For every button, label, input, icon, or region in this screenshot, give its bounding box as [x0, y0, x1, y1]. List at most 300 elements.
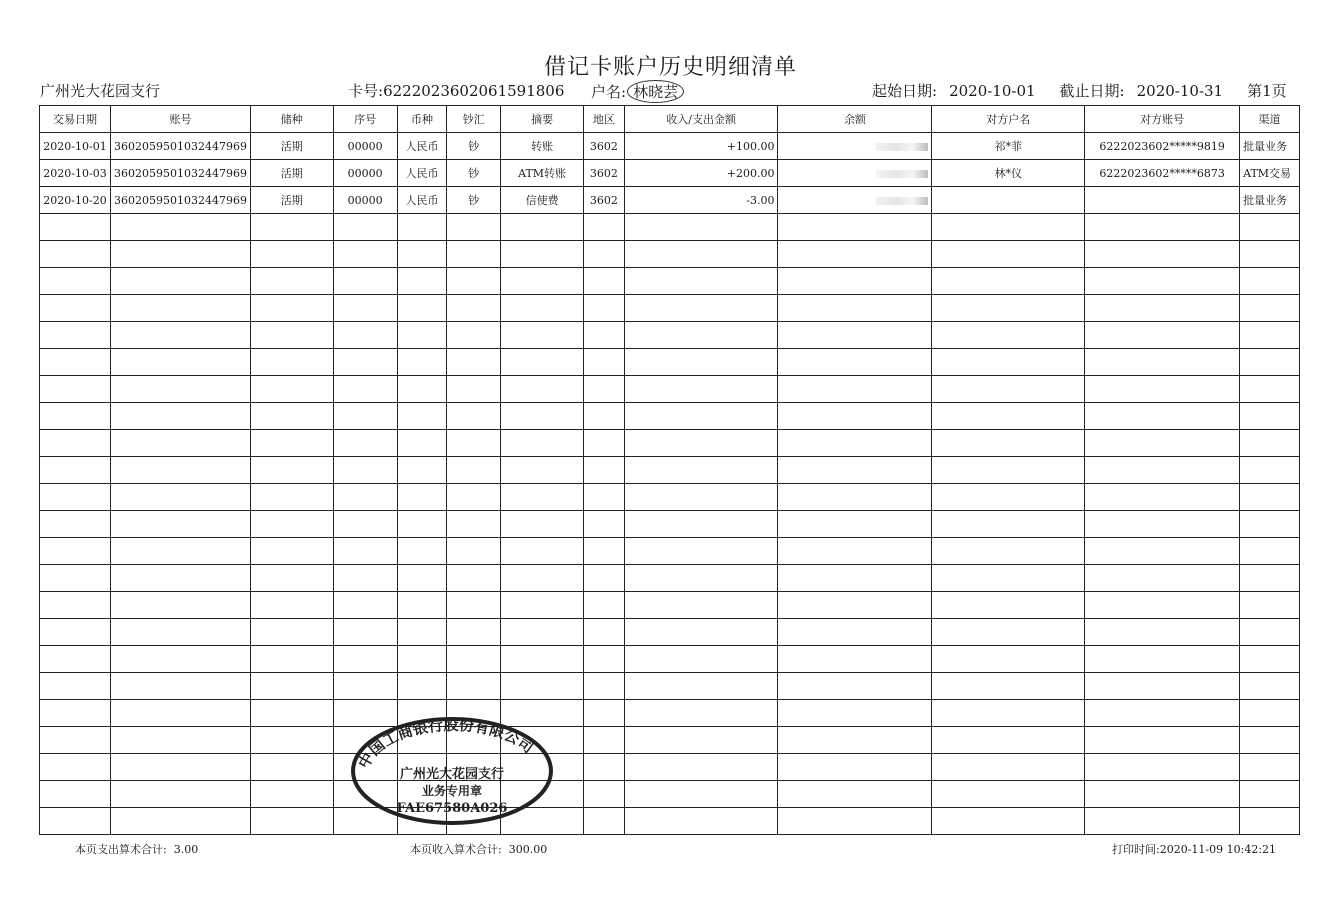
empty-cell	[1085, 538, 1240, 565]
empty-cell	[624, 241, 778, 268]
empty-cell	[40, 295, 111, 322]
table-cell: 批量业务	[1240, 133, 1300, 160]
expense-total-line	[75, 841, 198, 857]
empty-cell	[40, 511, 111, 538]
empty-cell	[110, 295, 250, 322]
empty-cell	[40, 241, 111, 268]
empty-cell	[1085, 700, 1240, 727]
account-name: 林晓芸	[627, 80, 684, 103]
empty-cell	[333, 673, 397, 700]
empty-cell	[250, 457, 333, 484]
col-header: 对方户名	[932, 106, 1085, 133]
empty-cell	[778, 376, 932, 403]
name-label: 户名:	[591, 83, 627, 101]
empty-cell	[584, 727, 625, 754]
empty-cell	[584, 511, 625, 538]
empty-cell	[1240, 619, 1300, 646]
empty-cell	[584, 403, 625, 430]
table-cell	[778, 133, 932, 160]
empty-cell	[40, 700, 111, 727]
empty-cell	[333, 322, 397, 349]
empty-cell	[778, 646, 932, 673]
empty-cell	[932, 727, 1085, 754]
empty-cell	[447, 646, 501, 673]
empty-cell	[584, 538, 625, 565]
empty-cell	[624, 808, 778, 835]
empty-cell	[501, 673, 584, 700]
col-header: 交易日期	[40, 106, 111, 133]
empty-row	[40, 781, 1300, 808]
empty-cell	[447, 619, 501, 646]
empty-cell	[1240, 646, 1300, 673]
empty-cell	[624, 538, 778, 565]
empty-cell	[501, 322, 584, 349]
table-cell: 2020-10-03	[40, 160, 111, 187]
empty-cell	[501, 376, 584, 403]
empty-cell	[624, 727, 778, 754]
empty-cell	[1085, 403, 1240, 430]
empty-cell	[250, 700, 333, 727]
empty-cell	[250, 565, 333, 592]
empty-cell	[1085, 322, 1240, 349]
print-time: 2020-11-09 10:42:21	[1159, 843, 1277, 856]
empty-cell	[447, 241, 501, 268]
col-header: 账号	[110, 106, 250, 133]
page-number: 第1页	[1247, 82, 1287, 100]
empty-cell	[932, 295, 1085, 322]
empty-cell	[397, 430, 447, 457]
empty-cell	[932, 484, 1085, 511]
empty-row	[40, 808, 1300, 835]
empty-cell	[932, 808, 1085, 835]
empty-cell	[932, 538, 1085, 565]
branch-name: 广州光大花园支行	[40, 82, 161, 100]
empty-cell	[932, 592, 1085, 619]
empty-cell	[584, 484, 625, 511]
empty-cell	[501, 430, 584, 457]
empty-cell	[778, 673, 932, 700]
empty-cell	[624, 619, 778, 646]
empty-cell	[110, 754, 250, 781]
empty-cell	[778, 808, 932, 835]
empty-cell	[584, 700, 625, 727]
empty-row	[40, 484, 1300, 511]
table-cell: 人民币	[397, 133, 447, 160]
income-total-line	[410, 841, 547, 857]
empty-cell	[932, 376, 1085, 403]
empty-cell	[501, 511, 584, 538]
empty-cell	[447, 484, 501, 511]
empty-row	[40, 322, 1300, 349]
empty-row	[40, 241, 1300, 268]
empty-cell	[110, 403, 250, 430]
empty-cell	[333, 457, 397, 484]
empty-cell	[501, 592, 584, 619]
empty-cell	[397, 241, 447, 268]
col-header: 地区	[584, 106, 625, 133]
card-label: 卡号:	[348, 82, 384, 100]
seal-purpose-line: 业务专用章	[421, 784, 483, 798]
empty-cell	[624, 565, 778, 592]
empty-cell	[624, 511, 778, 538]
empty-cell	[932, 349, 1085, 376]
empty-cell	[1085, 268, 1240, 295]
print-label: 打印时间:	[1112, 843, 1160, 856]
empty-cell	[40, 727, 111, 754]
empty-row	[40, 727, 1300, 754]
empty-cell	[624, 349, 778, 376]
empty-row	[40, 565, 1300, 592]
table-cell: 00000	[333, 187, 397, 214]
table-cell	[1085, 187, 1240, 214]
empty-row	[40, 430, 1300, 457]
empty-cell	[584, 430, 625, 457]
empty-cell	[932, 241, 1085, 268]
empty-cell	[778, 457, 932, 484]
empty-cell	[501, 457, 584, 484]
print-time-line	[1112, 841, 1276, 857]
empty-cell	[110, 268, 250, 295]
empty-cell	[250, 619, 333, 646]
empty-cell	[110, 592, 250, 619]
empty-cell	[778, 484, 932, 511]
empty-cell	[501, 646, 584, 673]
empty-cell	[584, 241, 625, 268]
empty-cell	[397, 295, 447, 322]
empty-cell	[584, 349, 625, 376]
col-header: 序号	[333, 106, 397, 133]
empty-cell	[397, 322, 447, 349]
empty-cell	[584, 565, 625, 592]
empty-cell	[584, 619, 625, 646]
empty-cell	[932, 646, 1085, 673]
table-cell: 人民币	[397, 160, 447, 187]
empty-cell	[501, 295, 584, 322]
bank-seal-stamp	[349, 714, 555, 826]
empty-cell	[110, 322, 250, 349]
table-cell: 钞	[447, 160, 501, 187]
empty-row	[40, 619, 1300, 646]
table-cell: 2020-10-01	[40, 133, 111, 160]
empty-cell	[40, 619, 111, 646]
empty-cell	[778, 214, 932, 241]
empty-cell	[447, 430, 501, 457]
table-cell: ATM交易	[1240, 160, 1300, 187]
empty-row	[40, 214, 1300, 241]
empty-cell	[1085, 781, 1240, 808]
table-cell: -3.00	[624, 187, 778, 214]
empty-cell	[40, 403, 111, 430]
empty-cell	[250, 349, 333, 376]
empty-cell	[250, 808, 333, 835]
empty-row	[40, 754, 1300, 781]
empty-cell	[584, 268, 625, 295]
empty-cell	[932, 700, 1085, 727]
empty-cell	[624, 214, 778, 241]
empty-row	[40, 457, 1300, 484]
empty-cell	[1240, 457, 1300, 484]
empty-cell	[40, 349, 111, 376]
empty-cell	[333, 295, 397, 322]
empty-cell	[397, 268, 447, 295]
empty-cell	[932, 619, 1085, 646]
empty-cell	[333, 214, 397, 241]
empty-cell	[1240, 592, 1300, 619]
empty-cell	[778, 565, 932, 592]
empty-cell	[501, 214, 584, 241]
table-cell: 批量业务	[1240, 187, 1300, 214]
empty-cell	[40, 214, 111, 241]
table-cell: +100.00	[624, 133, 778, 160]
empty-cell	[932, 457, 1085, 484]
empty-cell	[1085, 349, 1240, 376]
empty-cell	[584, 214, 625, 241]
empty-row	[40, 268, 1300, 295]
empty-cell	[584, 295, 625, 322]
empty-cell	[397, 349, 447, 376]
empty-cell	[250, 322, 333, 349]
empty-cell	[501, 565, 584, 592]
empty-cell	[1240, 214, 1300, 241]
empty-cell	[333, 484, 397, 511]
seal-code: FAE67580A026	[396, 801, 508, 816]
empty-cell	[778, 727, 932, 754]
empty-cell	[778, 700, 932, 727]
empty-cell	[1085, 295, 1240, 322]
empty-cell	[932, 754, 1085, 781]
empty-cell	[250, 538, 333, 565]
empty-cell	[778, 754, 932, 781]
empty-cell	[110, 484, 250, 511]
table-cell: 6222023602*****6873	[1085, 160, 1240, 187]
empty-cell	[447, 565, 501, 592]
empty-cell	[624, 781, 778, 808]
empty-cell	[1085, 754, 1240, 781]
empty-cell	[624, 484, 778, 511]
empty-cell	[1085, 457, 1240, 484]
empty-cell	[501, 403, 584, 430]
empty-cell	[1240, 565, 1300, 592]
empty-cell	[250, 592, 333, 619]
table-cell: 祁*菲	[932, 133, 1085, 160]
empty-cell	[333, 592, 397, 619]
empty-cell	[397, 403, 447, 430]
empty-cell	[250, 727, 333, 754]
empty-cell	[333, 565, 397, 592]
empty-cell	[1240, 673, 1300, 700]
empty-cell	[1085, 673, 1240, 700]
empty-cell	[624, 700, 778, 727]
empty-cell	[1240, 295, 1300, 322]
expense-label: 本页支出算术合计:	[75, 843, 167, 856]
empty-cell	[1085, 727, 1240, 754]
income-label: 本页收入算术合计:	[410, 843, 502, 856]
table-row	[40, 160, 1300, 187]
empty-cell	[250, 754, 333, 781]
empty-cell	[333, 403, 397, 430]
empty-cell	[250, 241, 333, 268]
empty-cell	[501, 241, 584, 268]
empty-cell	[584, 781, 625, 808]
table-cell: 00000	[333, 133, 397, 160]
col-header: 摘要	[501, 106, 584, 133]
empty-row	[40, 511, 1300, 538]
empty-cell	[778, 592, 932, 619]
document-title: 借记卡账户历史明细清单	[543, 55, 797, 80]
empty-cell	[110, 376, 250, 403]
start-date-label: 起始日期:	[872, 82, 938, 100]
empty-cell	[110, 241, 250, 268]
income-total: 300.00	[508, 843, 548, 856]
table-cell: 活期	[250, 187, 333, 214]
empty-cell	[250, 403, 333, 430]
empty-cell	[40, 754, 111, 781]
empty-cell	[778, 403, 932, 430]
empty-cell	[397, 457, 447, 484]
empty-cell	[250, 295, 333, 322]
table-cell	[778, 187, 932, 214]
empty-cell	[778, 322, 932, 349]
empty-cell	[110, 700, 250, 727]
empty-cell	[1085, 484, 1240, 511]
empty-cell	[584, 646, 625, 673]
empty-cell	[397, 484, 447, 511]
empty-cell	[1085, 241, 1240, 268]
empty-cell	[932, 430, 1085, 457]
empty-cell	[501, 349, 584, 376]
empty-cell	[110, 619, 250, 646]
empty-cell	[333, 538, 397, 565]
empty-cell	[1240, 700, 1300, 727]
table-cell: +200.00	[624, 160, 778, 187]
empty-cell	[40, 673, 111, 700]
empty-cell	[397, 673, 447, 700]
table-cell: ATM转账	[501, 160, 584, 187]
table-cell: 3602059501032447969	[110, 133, 250, 160]
empty-cell	[397, 646, 447, 673]
empty-cell	[624, 646, 778, 673]
empty-cell	[932, 403, 1085, 430]
empty-cell	[624, 754, 778, 781]
empty-cell	[778, 538, 932, 565]
empty-cell	[624, 430, 778, 457]
redacted-balance	[876, 170, 928, 178]
empty-cell	[584, 808, 625, 835]
start-date: 2020-10-01	[949, 82, 1036, 100]
redacted-balance	[876, 143, 928, 151]
empty-cell	[250, 484, 333, 511]
table-cell: 钞	[447, 133, 501, 160]
empty-cell	[1240, 241, 1300, 268]
empty-cell	[932, 511, 1085, 538]
empty-cell	[624, 295, 778, 322]
empty-cell	[932, 673, 1085, 700]
empty-cell	[110, 646, 250, 673]
table-cell: 人民币	[397, 187, 447, 214]
table-cell: 活期	[250, 133, 333, 160]
empty-cell	[1240, 349, 1300, 376]
empty-row	[40, 295, 1300, 322]
empty-cell	[333, 646, 397, 673]
empty-cell	[110, 214, 250, 241]
empty-row	[40, 403, 1300, 430]
empty-cell	[110, 538, 250, 565]
empty-cell	[624, 673, 778, 700]
end-date: 2020-10-31	[1136, 82, 1224, 100]
empty-cell	[333, 430, 397, 457]
empty-cell	[397, 538, 447, 565]
empty-cell	[397, 214, 447, 241]
empty-cell	[1085, 808, 1240, 835]
expense-total: 3.00	[173, 843, 199, 856]
table-cell: 3602059501032447969	[110, 187, 250, 214]
empty-cell	[110, 673, 250, 700]
empty-row	[40, 592, 1300, 619]
empty-cell	[447, 349, 501, 376]
empty-cell	[584, 592, 625, 619]
empty-cell	[1085, 430, 1240, 457]
empty-cell	[40, 484, 111, 511]
empty-cell	[40, 538, 111, 565]
empty-cell	[397, 565, 447, 592]
empty-cell	[250, 646, 333, 673]
table-cell: 3602	[584, 133, 625, 160]
transaction-table	[39, 105, 1300, 835]
empty-cell	[1240, 511, 1300, 538]
empty-cell	[333, 619, 397, 646]
empty-cell	[501, 538, 584, 565]
empty-cell	[584, 673, 625, 700]
empty-row	[40, 538, 1300, 565]
empty-cell	[1240, 781, 1300, 808]
empty-cell	[40, 646, 111, 673]
empty-cell	[1085, 565, 1240, 592]
empty-cell	[397, 511, 447, 538]
empty-cell	[1240, 403, 1300, 430]
table-row	[40, 187, 1300, 214]
empty-cell	[624, 322, 778, 349]
empty-cell	[110, 808, 250, 835]
empty-cell	[447, 592, 501, 619]
empty-cell	[447, 322, 501, 349]
empty-cell	[1085, 646, 1240, 673]
col-header: 钞汇	[447, 106, 501, 133]
table-cell: 00000	[333, 160, 397, 187]
empty-cell	[40, 457, 111, 484]
empty-cell	[447, 403, 501, 430]
empty-cell	[1240, 430, 1300, 457]
empty-cell	[778, 619, 932, 646]
empty-cell	[1240, 727, 1300, 754]
empty-cell	[932, 565, 1085, 592]
redacted-balance	[876, 197, 928, 205]
col-header: 收入/支出金额	[624, 106, 778, 133]
empty-row	[40, 646, 1300, 673]
empty-cell	[447, 457, 501, 484]
empty-cell	[778, 430, 932, 457]
table-cell: 转账	[501, 133, 584, 160]
empty-cell	[110, 457, 250, 484]
empty-cell	[447, 511, 501, 538]
empty-row	[40, 376, 1300, 403]
empty-cell	[110, 565, 250, 592]
col-header: 储种	[250, 106, 333, 133]
empty-cell	[447, 673, 501, 700]
empty-cell	[40, 808, 111, 835]
table-cell: 3602059501032447969	[110, 160, 250, 187]
empty-cell	[778, 781, 932, 808]
empty-cell	[584, 754, 625, 781]
